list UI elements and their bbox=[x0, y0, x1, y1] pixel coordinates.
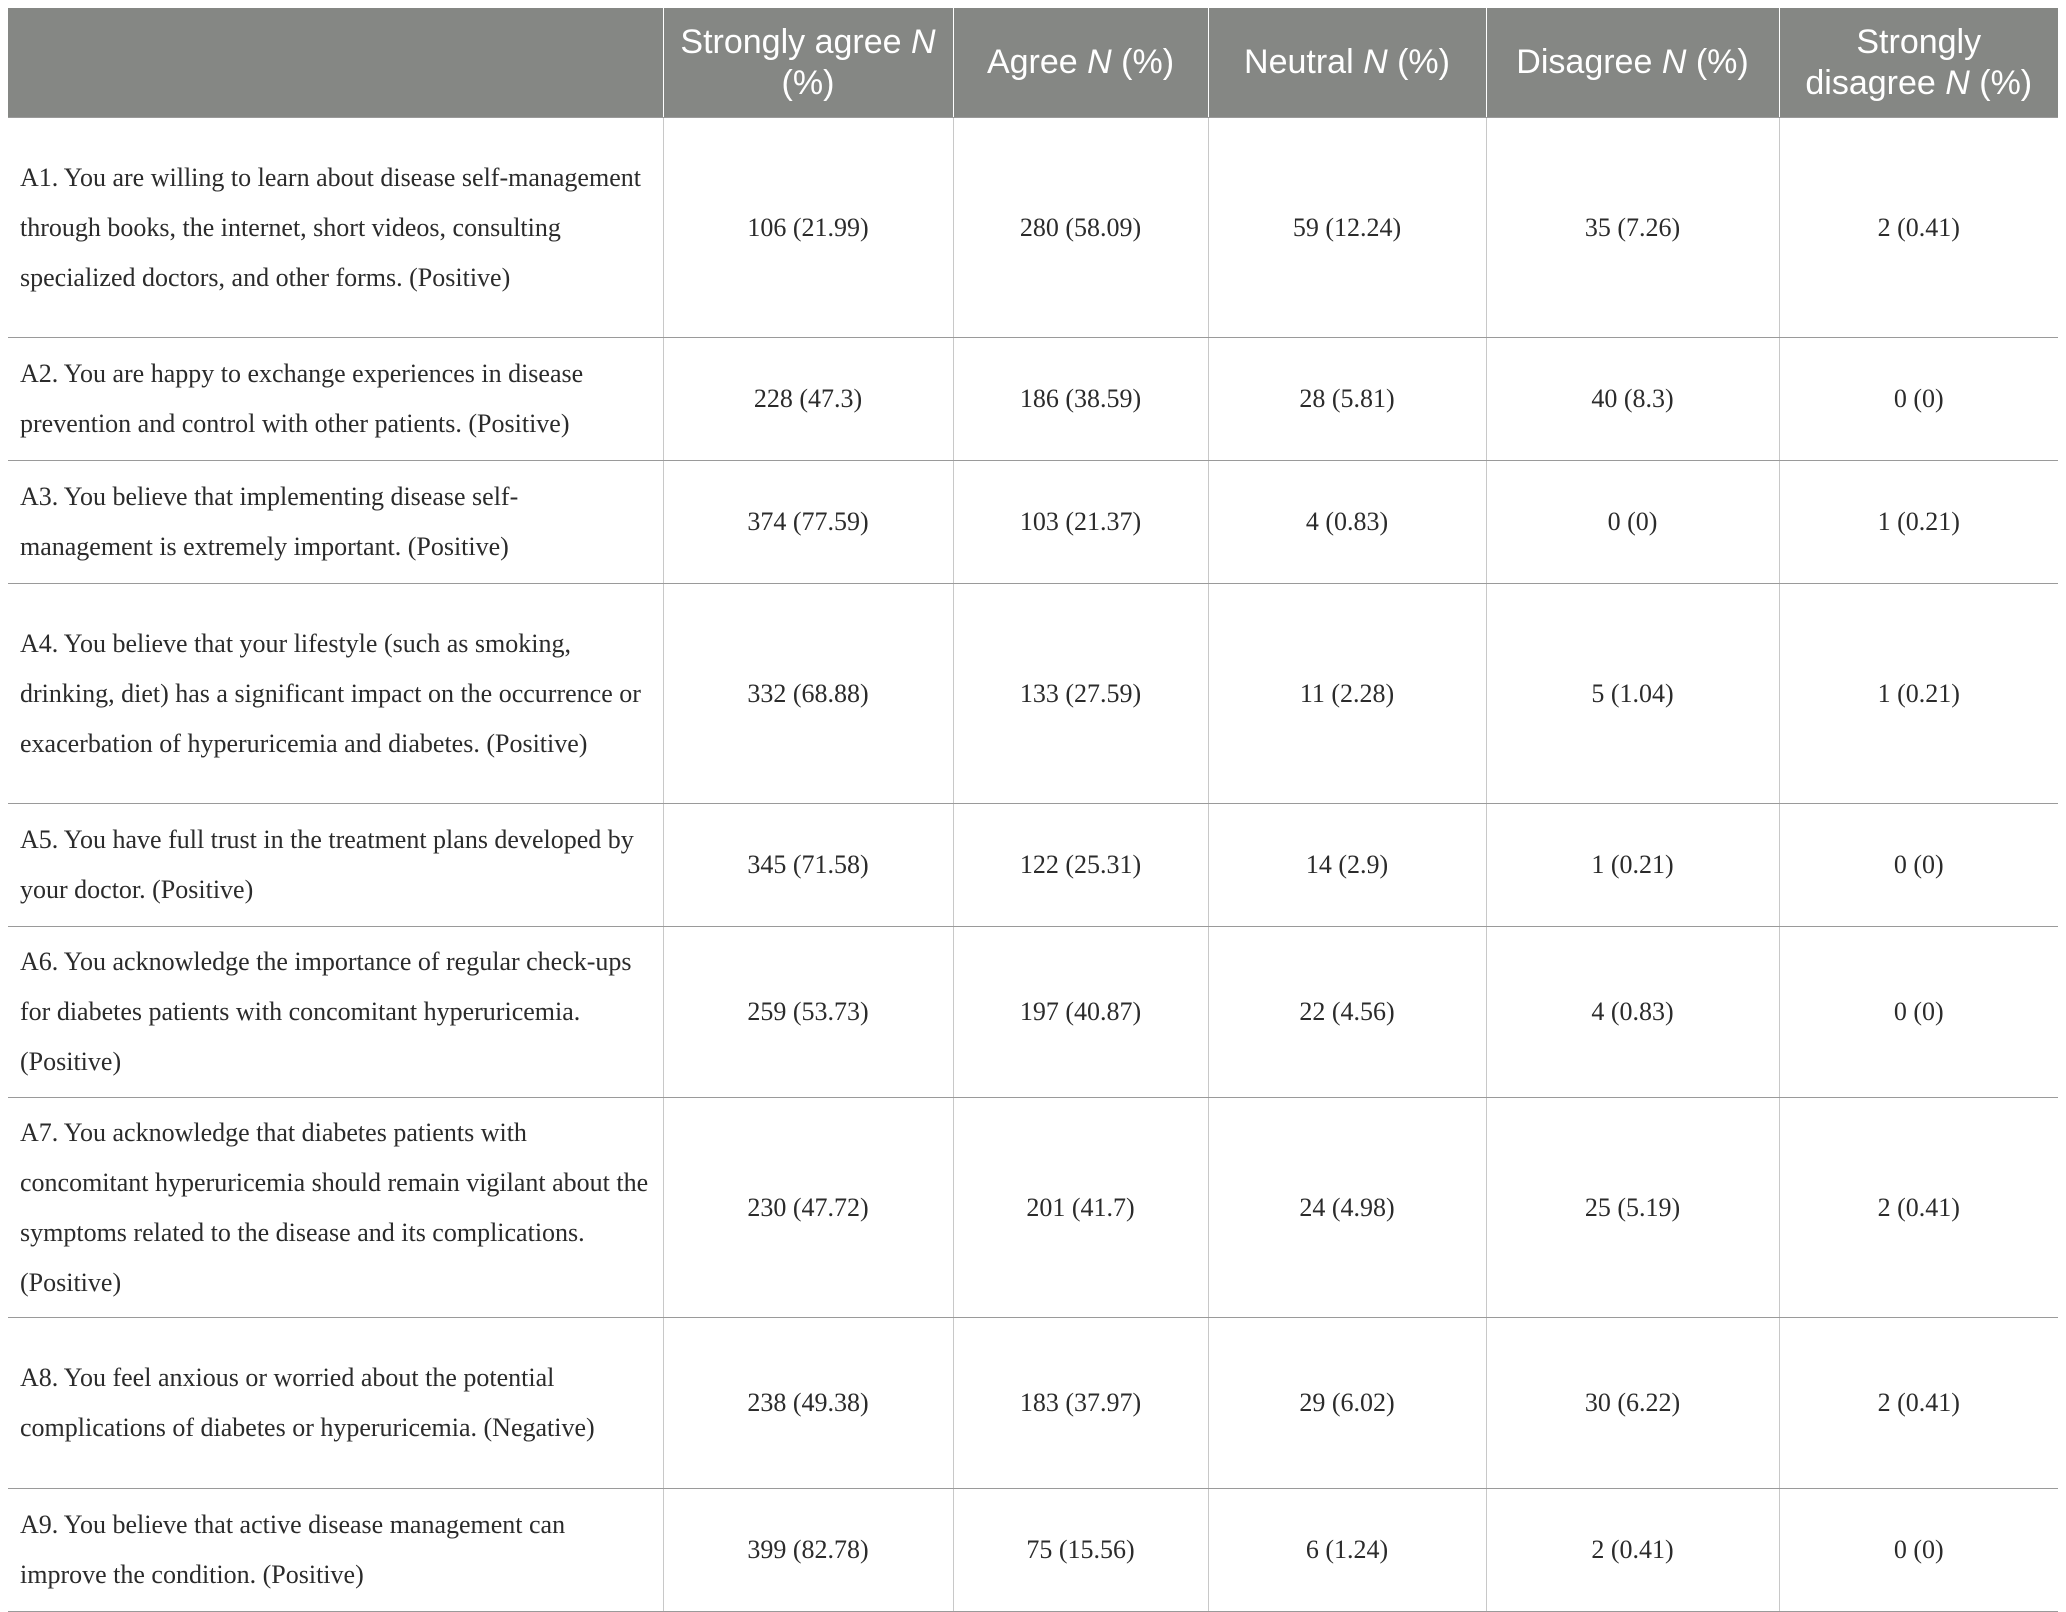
header-strongly-disagree: Strongly disagree N (%) bbox=[1779, 8, 2058, 118]
agree-cell: 183 (37.97) bbox=[953, 1318, 1208, 1489]
strongly-disagree-cell: 2 (0.41) bbox=[1779, 1098, 2058, 1318]
neutral-cell: 11 (2.28) bbox=[1208, 584, 1486, 804]
disagree-cell: 30 (6.22) bbox=[1486, 1318, 1779, 1489]
table-row bbox=[8, 461, 2058, 584]
agree-cell: 103 (21.37) bbox=[953, 461, 1208, 584]
table-row bbox=[8, 118, 2058, 338]
strongly-agree-cell: 106 (21.99) bbox=[663, 118, 953, 338]
neutral-cell: 28 (5.81) bbox=[1208, 338, 1486, 461]
table-row bbox=[8, 1098, 2058, 1318]
agree-cell: 122 (25.31) bbox=[953, 804, 1208, 927]
header-agree: Agree N (%) bbox=[953, 8, 1208, 118]
table-row bbox=[8, 804, 2058, 927]
strongly-agree-cell: 259 (53.73) bbox=[663, 927, 953, 1098]
strongly-disagree-cell: 2 (0.41) bbox=[1779, 118, 2058, 338]
agree-cell: 75 (15.56) bbox=[953, 1489, 1208, 1612]
neutral-cell: 4 (0.83) bbox=[1208, 461, 1486, 584]
statement-cell: A4. You believe that your lifestyle (such as smoking, drinking, diet) has a significant impact on the occurrence or exacerbation of hyperuricemia and diabetes. (Positive) bbox=[8, 584, 663, 804]
strongly-disagree-cell: 1 (0.21) bbox=[1779, 461, 2058, 584]
neutral-cell: 24 (4.98) bbox=[1208, 1098, 1486, 1318]
strongly-agree-cell: 238 (49.38) bbox=[663, 1318, 953, 1489]
header-neutral: Neutral N (%) bbox=[1208, 8, 1486, 118]
strongly-agree-cell: 345 (71.58) bbox=[663, 804, 953, 927]
neutral-cell: 59 (12.24) bbox=[1208, 118, 1486, 338]
header-statement bbox=[8, 8, 663, 118]
strongly-disagree-cell: 1 (0.21) bbox=[1779, 584, 2058, 804]
agree-cell: 197 (40.87) bbox=[953, 927, 1208, 1098]
neutral-cell: 14 (2.9) bbox=[1208, 804, 1486, 927]
disagree-cell: 0 (0) bbox=[1486, 461, 1779, 584]
strongly-disagree-cell: 0 (0) bbox=[1779, 1489, 2058, 1612]
disagree-cell: 1 (0.21) bbox=[1486, 804, 1779, 927]
table-row bbox=[8, 1318, 2058, 1489]
agree-cell: 133 (27.59) bbox=[953, 584, 1208, 804]
table-body bbox=[8, 118, 2058, 1612]
neutral-cell: 29 (6.02) bbox=[1208, 1318, 1486, 1489]
table-row bbox=[8, 1489, 2058, 1612]
statement-cell: A1. You are willing to learn about disease self-management through books, the internet, short videos, consulting specialized doctors, and other forms. (Positive) bbox=[8, 118, 663, 338]
statement-cell: A6. You acknowledge the importance of regular check-ups for diabetes patients with concomitant hyperuricemia. (Positive) bbox=[8, 927, 663, 1098]
strongly-agree-cell: 374 (77.59) bbox=[663, 461, 953, 584]
header-row bbox=[8, 8, 2058, 118]
strongly-disagree-cell: 0 (0) bbox=[1779, 804, 2058, 927]
strongly-disagree-cell: 0 (0) bbox=[1779, 927, 2058, 1098]
neutral-cell: 22 (4.56) bbox=[1208, 927, 1486, 1098]
neutral-cell: 6 (1.24) bbox=[1208, 1489, 1486, 1612]
agree-cell: 280 (58.09) bbox=[953, 118, 1208, 338]
statement-cell: A2. You are happy to exchange experiences in disease prevention and control with other patients. (Positive) bbox=[8, 338, 663, 461]
strongly-agree-cell: 332 (68.88) bbox=[663, 584, 953, 804]
statement-cell: A9. You believe that active disease management can improve the condition. (Positive) bbox=[8, 1489, 663, 1612]
disagree-cell: 5 (1.04) bbox=[1486, 584, 1779, 804]
header-strongly-agree: Strongly agree N (%) bbox=[663, 8, 953, 118]
disagree-cell: 35 (7.26) bbox=[1486, 118, 1779, 338]
disagree-cell: 2 (0.41) bbox=[1486, 1489, 1779, 1612]
table-row bbox=[8, 338, 2058, 461]
statement-cell: A8. You feel anxious or worried about the potential complications of diabetes or hyperuricemia. (Negative) bbox=[8, 1318, 663, 1489]
strongly-agree-cell: 228 (47.3) bbox=[663, 338, 953, 461]
statement-cell: A5. You have full trust in the treatment plans developed by your doctor. (Positive) bbox=[8, 804, 663, 927]
strongly-agree-cell: 230 (47.72) bbox=[663, 1098, 953, 1318]
statement-cell: A3. You believe that implementing disease self-management is extremely important. (Positive) bbox=[8, 461, 663, 584]
strongly-disagree-cell: 2 (0.41) bbox=[1779, 1318, 2058, 1489]
strongly-disagree-cell: 0 (0) bbox=[1779, 338, 2058, 461]
table-header bbox=[8, 8, 2058, 118]
disagree-cell: 40 (8.3) bbox=[1486, 338, 1779, 461]
attitude-table bbox=[8, 8, 2058, 1612]
agree-cell: 186 (38.59) bbox=[953, 338, 1208, 461]
table-row bbox=[8, 927, 2058, 1098]
strongly-agree-cell: 399 (82.78) bbox=[663, 1489, 953, 1612]
table-row bbox=[8, 584, 2058, 804]
statement-cell: A7. You acknowledge that diabetes patients with concomitant hyperuricemia should remain vigilant about the symptoms related to the disease and its complications. (Positive) bbox=[8, 1098, 663, 1318]
disagree-cell: 25 (5.19) bbox=[1486, 1098, 1779, 1318]
attitude-table-container bbox=[8, 8, 2058, 1612]
agree-cell: 201 (41.7) bbox=[953, 1098, 1208, 1318]
header-disagree: Disagree N (%) bbox=[1486, 8, 1779, 118]
disagree-cell: 4 (0.83) bbox=[1486, 927, 1779, 1098]
